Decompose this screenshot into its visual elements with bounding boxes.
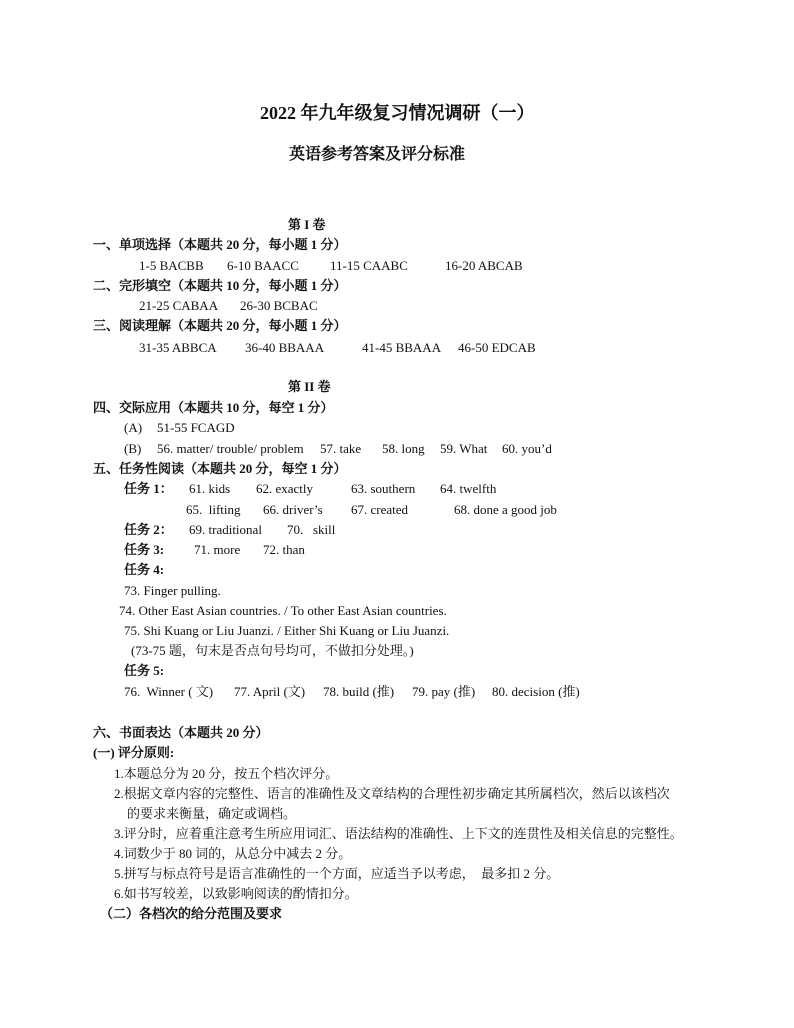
answer-62: 62. exactly [256,481,314,496]
answer-46-50: 46-50 EDCAB [458,340,536,355]
answer-78: 78. build (推) [323,684,395,699]
task2-label: 任务 2： [124,522,173,537]
answer-63: 63. southern [351,481,416,496]
answer-69: 69. traditional [189,522,262,537]
rule-5: 5.拼写与标点符号是语言准确性的一个方面，应适当予以考虑， 最多扣 2 分。 [114,866,560,881]
section3-title: 三、阅读理解（本题共 20 分，每小题 1 分） [93,318,347,333]
section4-title: 四、交际应用（本题共 10 分，每空 1 分） [93,400,334,415]
answer-61: 61. kids [189,481,231,496]
task3-label: 任务 3: [124,542,165,557]
answer-64: 64. twelfth [440,481,497,496]
answer-73: 73. Finger pulling. [124,583,221,598]
answer-65: 65. lifting [186,502,241,517]
part2-heading: 第 II 卷 [288,379,331,394]
answer-56: 56. matter/ trouble/ problem [157,441,304,456]
section2-title: 二、完形填空（本题共 10 分，每小题 1 分） [93,278,347,293]
answer-60: 60. you’d [502,441,552,456]
scoring-principles-title: (一) 评分原则: [93,745,175,760]
section4-a-label: (A) [124,420,143,435]
answer-41-45: 41-45 BBAAA [362,340,442,355]
rule-6: 6.如书写较差，以致影响阅读的酌情扣分。 [114,886,358,901]
answer-75: 75. Shi Kuang or Liu Juanzi. / Either Shi Kuang or Liu Juanzi. [124,623,450,638]
answer-11-15: 11-15 CAABC [330,258,408,273]
rule-2: 2.根据文章内容的完整性、语言的准确性及文章结构的合理性初步确定其所属档次，然后以该档次 [114,786,670,801]
task5-label: 任务 5: [124,663,165,678]
answer-76: 76. Winner ( 文) [124,684,214,699]
answer-77: 77. April (文) [234,684,306,699]
answer-6-10: 6-10 BAACC [227,258,299,273]
answer-59: 59. What [440,441,488,456]
section6-title: 六、书面表达（本题共 20 分） [93,725,269,740]
answer-68: 68. done a good job [454,502,557,517]
answer-26-30: 26-30 BCBAC [240,298,318,313]
section4-b-label: (B) [124,441,142,456]
rule-2-continued: 的要求来衡量，确定或调档。 [127,806,297,821]
rule-4: 4.词数少于 80 词的，从总分中减去 2 分。 [114,846,352,861]
section1-title: 一、单项选择（本题共 20 分，每小题 1 分） [93,237,347,252]
answer-70: 70. skill [287,522,336,537]
answer-36-40: 36-40 BBAAA [245,340,325,355]
answer-66: 66. driver’s [263,502,323,517]
rule-3: 3.评分时，应着重注意考生所应用词汇、语法结构的准确性、上下文的连贯性及相关信息的完整性。 [114,826,683,841]
answer-58: 58. long [382,441,425,456]
answer-16-20: 16-20 ABCAB [445,258,523,273]
page-title: 2022 年九年级复习情况调研（一） [260,103,535,123]
task4-note: (73-75 题，句末是否点句号均可，不做扣分处理。) [131,643,414,658]
answer-71: 71. more [194,542,241,557]
task4-label: 任务 4: [124,562,165,577]
rule-1: 1.本题总分为 20 分，按五个档次评分。 [114,766,339,781]
answer-57: 57. take [320,441,362,456]
task1-label: 任务 1： [124,481,173,496]
grade-levels-title: （二）各档次的给分范围及要求 [100,906,283,921]
page-subtitle: 英语参考答案及评分标准 [289,146,466,163]
answer-31-35: 31-35 ABBCA [139,340,217,355]
answer-51-55: 51-55 FCAGD [157,420,235,435]
answer-79: 79. pay (推) [412,684,476,699]
answer-72: 72. than [263,542,305,557]
answer-1-5: 1-5 BACBB [139,258,204,273]
answer-74: 74. Other East Asian countries. / To other East Asian countries. [119,603,447,618]
part1-heading: 第 I 卷 [288,217,326,232]
answer-80: 80. decision (推) [492,684,580,699]
section5-title: 五、任务性阅读（本题共 20 分，每空 1 分） [93,461,347,476]
answer-21-25: 21-25 CABAA [139,298,219,313]
answer-67: 67. created [351,502,409,517]
